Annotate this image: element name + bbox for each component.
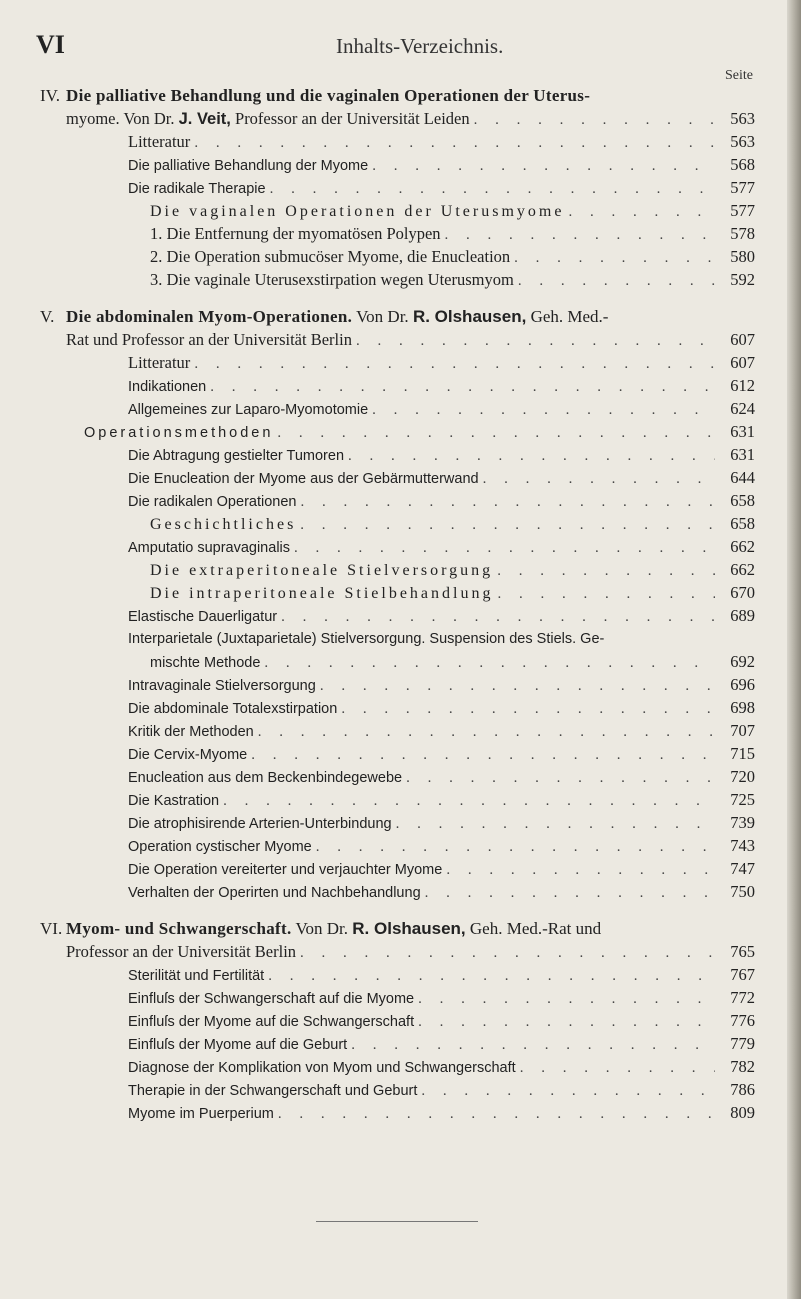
page-number: 658 [730,491,755,510]
dot-leader [514,247,715,270]
dot-leader [418,988,715,1011]
dot-leader [251,744,715,767]
dot-leader [294,537,715,560]
toc-entry [40,397,755,420]
toc-entry [40,1055,755,1078]
toc-entry [40,374,755,397]
dot-leader [446,859,715,882]
entry-title [128,536,290,560]
entry-title [128,1079,417,1103]
toc-entry [40,535,755,558]
entry-title [128,398,368,422]
entry-text: Myome im Puerperium [128,1106,274,1122]
dot-leader [316,836,715,859]
entry-text: Die Enucleation der Myome aus der Gebärmutterwand [128,471,479,487]
dot-leader [372,155,715,178]
dot-leader [270,178,715,201]
dot-leader [300,942,715,965]
entry-title [150,582,493,605]
entry-title [128,766,402,790]
page-header [36,30,756,60]
entry-text: Enucleation aus dem Beckenbindegewebe [128,770,403,786]
chapter-heading [40,917,755,940]
toc-entry [40,489,755,512]
toc-entry [40,673,755,696]
chapter-affiliation: Professor an der Universität Leiden [230,109,470,128]
toc-entry [40,857,755,880]
entry-title [128,881,421,905]
toc-entry [40,765,755,788]
entry-text: Litteratur [128,132,191,151]
chapter-continuation-line [40,107,755,130]
dot-leader [348,445,715,468]
page-number: 689 [730,606,755,625]
entry-title [128,1033,347,1057]
entry-text: Therapie in der Schwangerschaft und Geburt [128,1083,418,1099]
entry-text: Die abdominale Totalexstirpation [128,701,338,717]
entry-text: Operationsmethoden [84,425,274,441]
page-number: 578 [730,224,755,243]
dot-leader [418,1011,715,1034]
dot-leader [210,376,715,399]
entry-title [128,375,206,399]
toc-entry [40,420,755,443]
page-number: 568 [730,155,755,174]
toc-entry [40,719,755,742]
seite-label: Seite [725,68,753,83]
entry-title [128,858,442,882]
entry-title [128,812,392,836]
entry-title [150,559,493,582]
entry-text: Operation cystischer Myome [128,839,312,855]
entry-text: Die vaginalen Operationen der Uterusmyome [150,203,565,220]
toc-entry [40,604,755,627]
entry-title [128,697,337,721]
page-number: 720 [730,767,755,786]
page-number: 658 [730,514,755,533]
entry-title [128,467,479,491]
chapter-affiliation: Geh. Med.- [526,307,609,326]
page-edge [787,0,801,1299]
entry-text: Die radikalen Operationen [128,494,297,510]
entry-text: Die palliative Behandlung der Myome [128,158,369,174]
page-number: 607 [730,353,755,372]
dot-leader [356,330,715,353]
toc-entry [40,153,755,176]
entry-text: Die Kastration [128,793,220,809]
page-number: 577 [730,178,755,197]
chapter-number: VI. [40,919,63,938]
chapter-title: Myom- und Schwangerschaft. [66,919,292,938]
page-number: 612 [730,376,755,395]
page-number: 607 [730,330,755,349]
dot-leader [497,560,715,583]
chapter-continuation-line [40,328,755,351]
entry-title [128,627,604,651]
chapter-author: J. Veit, [178,110,231,128]
dot-leader [300,514,715,537]
toc-entry [40,351,755,374]
entry-title [128,1010,414,1034]
dot-leader [341,698,715,721]
chapter-continuation: Rat und Professor an der Universität Berlin [66,330,352,349]
toc-entry [40,788,755,811]
chapter-number: IV. [40,86,60,105]
page-number: 776 [730,1011,755,1030]
entry-text: Die radikale Therapie [128,181,266,197]
toc-entry [40,581,755,604]
page-number: 725 [730,790,755,809]
page-number: 707 [730,721,755,740]
toc-entry [40,650,755,673]
page-number: 739 [730,813,755,832]
toc-entry [40,963,755,986]
page-number: 782 [730,1057,755,1076]
dot-leader [300,491,715,514]
entry-text: 2. Die Operation submucöser Myome, die Enucleation [150,247,511,266]
page-number: 662 [730,560,755,579]
entry-title [128,177,266,201]
entry-text: Interparietale (Juxtaparietale) Stielversorgung. Suspension des Stiels. Ge- [128,631,605,647]
entry-title [128,490,296,514]
toc-entry [40,268,755,291]
dot-leader [497,583,715,606]
toc-entry [40,512,755,535]
entry-title [150,513,296,536]
page-number: 767 [730,965,755,984]
entry-title [128,789,219,813]
entry-text: Allgemeines zur Laparo-Myomotomie [128,402,369,418]
toc-entry [40,245,755,268]
page-number: 696 [730,675,755,694]
dot-leader [372,399,715,422]
entry-text: Diagnose der Komplikation von Myom und Schwangerschaft [128,1060,516,1076]
entry-title [66,940,296,963]
dot-leader [258,721,715,744]
dot-leader [194,353,715,376]
entry-title [128,674,316,698]
running-title: Inhalts-Verzeichnis. [336,34,504,58]
page-number: 747 [730,859,755,878]
chapter-gap [40,903,755,917]
entry-title [128,130,190,154]
toc-entry [40,880,755,903]
entry-text: Intravaginale Stielversorgung [128,678,316,694]
dot-leader [268,965,715,988]
entry-title [128,351,190,375]
page-number: 563 [730,109,755,128]
page-number: 580 [730,247,755,266]
entry-title [128,1056,516,1080]
toc-entry [40,1078,755,1101]
page-number: 765 [730,942,755,961]
entry-text: Sterilität und Fertilität [128,968,265,984]
dot-leader [264,652,715,675]
entry-title [66,328,352,351]
dot-leader [474,109,715,132]
dot-leader [421,1080,715,1103]
entry-text: Einfluſs der Schwangerschaft auf die Myome [128,991,415,1007]
toc-entry [40,130,755,153]
page-number: 750 [730,882,755,901]
entry-text: Die Abtragung gestielter Tumoren [128,448,345,464]
toc-entry [40,558,755,581]
toc-entry [40,199,755,222]
toc-entry [40,222,755,245]
dot-leader [483,468,715,491]
dot-leader [425,882,715,905]
page-number: 809 [730,1103,755,1122]
entry-text: Die extraperitoneale Stielversorgung [150,562,494,579]
entry-title [128,605,277,629]
dot-leader [223,790,715,813]
entry-text: Die atrophisirende Arterien-Unterbindung [128,816,392,832]
page-number: 786 [730,1080,755,1099]
chapter-number: V. [40,307,55,326]
entry-title [150,268,514,292]
page-number: 715 [730,744,755,763]
chapter-affiliation: Geh. Med.-Rat und [465,919,602,938]
entry-text: mischte Methode [150,655,261,671]
table-of-contents [40,84,755,1124]
page-number: 698 [730,698,755,717]
entry-text: 3. Die vaginale Uterusexstirpation wegen Uterusmyom [150,270,514,289]
dot-leader [351,1034,715,1057]
entry-title [150,222,441,246]
entry-text: Litteratur [128,353,191,372]
entry-title [128,743,247,767]
page-number: 631 [730,445,755,464]
dot-leader [568,201,715,224]
page-number: 644 [730,468,755,487]
entry-text: Geschichtliches [150,516,297,533]
toc-entry [40,811,755,834]
page-number: 624 [730,399,755,418]
toc-entry [40,986,755,1009]
chapter-title: Die palliative Behandlung und die vaginalen Operationen der Uterus- [66,86,591,105]
dot-leader [518,270,715,293]
page-number: VI [36,30,65,59]
bottom-rule [316,1221,478,1222]
page-number: 779 [730,1034,755,1053]
entry-text: Die Cervix-Myome [128,747,248,763]
page-number: 631 [730,422,755,441]
toc-entry [40,834,755,857]
dot-leader [320,675,715,698]
entry-title [66,107,470,131]
chapter-gap [40,291,755,305]
toc-entry [40,1101,755,1124]
page-number: 577 [730,201,755,220]
chapter-author: R. Olshausen, [412,307,527,326]
entry-title [128,1102,274,1126]
entry-title [128,987,414,1011]
toc-entry [40,627,755,650]
toc-entry [40,1009,755,1032]
entry-title [150,245,510,269]
entry-text: Einfluſs der Myome auf die Geburt [128,1037,348,1053]
entry-title [150,651,260,675]
entry-text: Die Operation vereiterter und verjauchter Myome [128,862,443,878]
chapter-author: R. Olshausen, [352,919,466,938]
dot-leader [281,606,715,629]
dot-leader [194,132,715,155]
chapter-title: Die abdominalen Myom-Operationen. [66,307,353,326]
entry-title [84,421,273,445]
entry-text: Elastische Dauerligatur [128,609,278,625]
entry-text: Verhalten der Operirten und Nachbehandlung [128,885,421,901]
toc-entry [40,1032,755,1055]
dot-leader [406,767,715,790]
entry-title [128,720,254,744]
entry-title [150,200,564,223]
entry-title [128,835,312,859]
chapter-title-tail: Von Dr. [291,919,353,938]
entry-text: Amputatio supravaginalis [128,540,291,556]
dot-leader [277,422,715,445]
entry-text: 1. Die Entfernung der myomatösen Polypen [150,224,441,243]
entry-text: Indikationen [128,379,207,395]
chapter-heading [40,84,755,107]
toc-entry [40,742,755,765]
page-number: 743 [730,836,755,855]
entry-text: Kritik der Methoden [128,724,254,740]
chapter-continuation: Professor an der Universität Berlin [66,942,297,961]
page-number: 670 [730,583,755,602]
dot-leader [396,813,715,836]
entry-text: Einfluſs der Myome auf die Schwangerschaft [128,1014,415,1030]
entry-title [128,154,368,178]
entry-text: Die intraperitoneale Stielbehandlung [150,585,494,602]
dot-leader [520,1057,715,1080]
toc-entry [40,696,755,719]
entry-title [128,444,344,468]
chapter-continuation: myome. Von Dr. [66,109,179,128]
chapter-heading [40,305,755,328]
toc-entry [40,466,755,489]
page-number: 772 [730,988,755,1007]
chapter-continuation-line [40,940,755,963]
entry-title [128,964,264,988]
page-number: 563 [730,132,755,151]
page-number: 592 [730,270,755,289]
toc-entry [40,176,755,199]
toc-entry [40,443,755,466]
page-number: 692 [730,652,755,671]
page-number: 662 [730,537,755,556]
dot-leader [445,224,715,247]
dot-leader [278,1103,715,1126]
chapter-title-tail: Von Dr. [352,307,413,326]
